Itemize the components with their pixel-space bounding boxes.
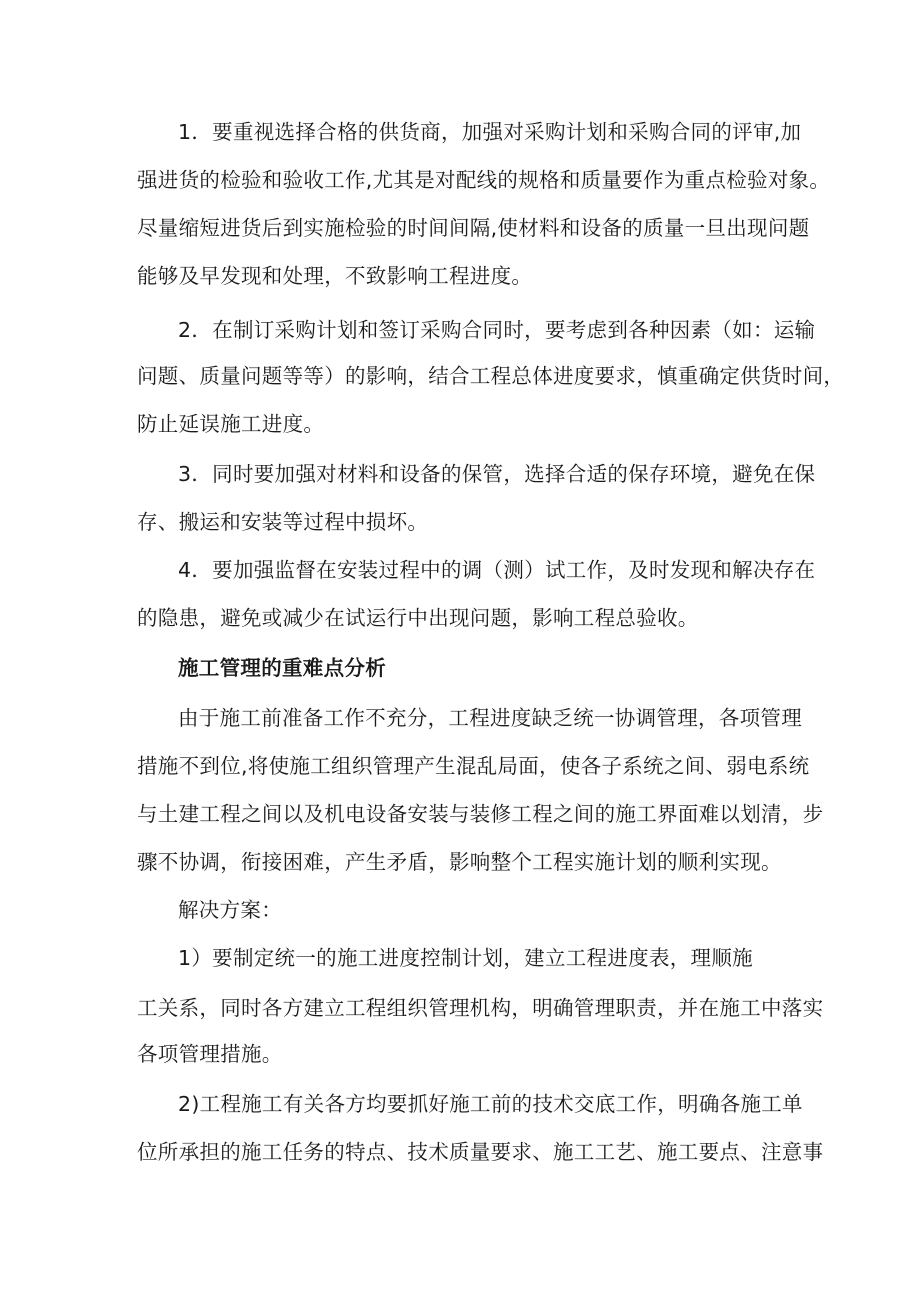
section-heading: 施工管理的重难点分析 (178, 656, 386, 680)
solution-2-line-1: 2)工程施工有关各方均要抓好施工前的技术交底工作，明确各施工单 (178, 1092, 803, 1116)
analysis-line-2: 措施不到位,将使施工组织管理产生混乱局面，使各子系统之间、弱电系统 (137, 754, 810, 778)
solution-2-line-2: 位所承担的施工任务的特点、技术质量要求、施工工艺、施工要点、注意事 (137, 1140, 824, 1164)
analysis-line-1: 由于施工前准备工作不充分，工程进度缺乏统一协调管理，各项管理 (178, 706, 802, 730)
analysis-line-3: 与土建工程之间以及机电设备安装与装修工程之间的施工界面难以划清，步 (137, 802, 824, 826)
paragraph-2-line-2: 问题、质量问题等等）的影响，结合工程总体进度要求，慎重确定供货时间， (137, 364, 845, 388)
paragraph-1-line-2: 强进货的检验和验收工作,尤其是对配线的规格和质量要作为重点检验对象。 (137, 168, 831, 192)
paragraph-2-line-1: 2．在制订采购计划和签订采购合同时，要考虑到各种因素（如：运输 (178, 318, 816, 342)
paragraph-1-line-3: 尽量缩短进货后到实施检验的时间间隔,使材料和设备的质量一旦出现问题 (137, 216, 810, 240)
solution-label: 解决方案： (178, 898, 282, 922)
paragraph-2-line-3: 防止延误施工进度。 (137, 412, 325, 436)
paragraph-3-line-1: 3．同时要加强对材料和设备的保管，选择合适的保存环境，避免在保 (178, 462, 816, 486)
solution-1-line-2: 工关系，同时各方建立工程组织管理机构，明确管理职责，并在施工中落实 (137, 996, 824, 1020)
solution-1-line-1: 1）要制定统一的施工进度控制计划，建立工程进度表，理顺施 (178, 946, 753, 970)
paragraph-4-line-1: 4．要加强监督在安装过程中的调（测）试工作，及时发现和解决存在 (178, 558, 816, 582)
analysis-line-4: 骤不协调，衔接困难，产生矛盾，影响整个工程实施计划的顺利实现。 (137, 850, 782, 874)
paragraph-4-line-2: 的隐患，避免或减少在试运行中出现问题，影响工程总验收。 (137, 606, 699, 630)
paragraph-1-line-1: 1．要重视选择合格的供货商，加强对采购计划和采购合同的评审,加 (178, 120, 802, 144)
paragraph-1-line-4: 能够及早发现和处理，不致影响工程进度。 (137, 264, 533, 288)
paragraph-3-line-2: 存、搬运和安装等过程中损坏。 (137, 510, 429, 534)
solution-1-line-3: 各项管理措施。 (137, 1042, 283, 1066)
